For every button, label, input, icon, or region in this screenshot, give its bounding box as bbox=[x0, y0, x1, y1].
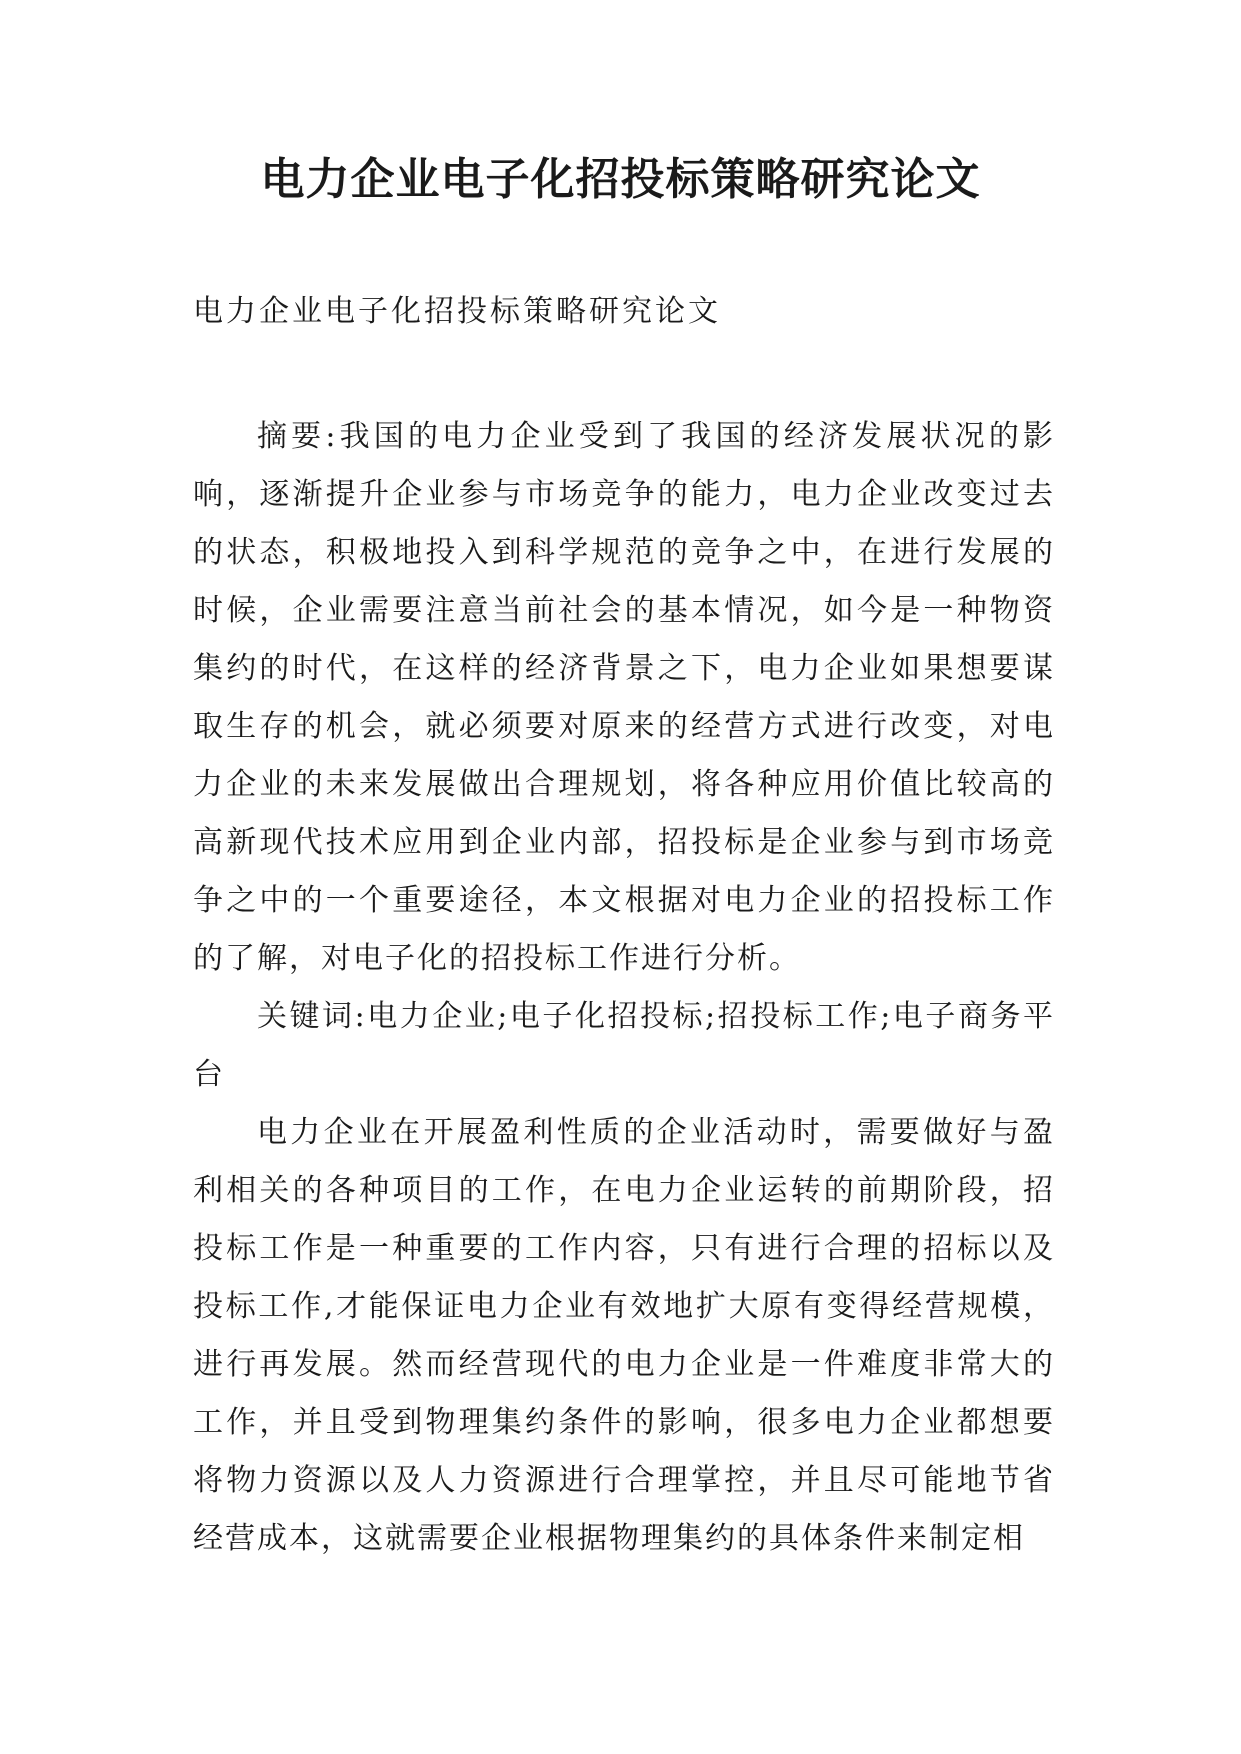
document-title: 电力企业电子化招投标策略研究论文 bbox=[260, 154, 981, 205]
body-paragraph: 电力企业在开展盈利性质的企业活动时，需要做好与盈利相关的各种项目的工作，在电力企业运转的前期阶段，招投标工作是一种重要的工作内容，只有进行合理的招标以及投标工作,才能保证电力企业有效地扩大原有变得经营规模，进行再发展。然而经营现代的电力企业是一件难度非常大的工作，并且受到物理集约条件的影响，很多电力企业都想要将物力资源以及人力资源进行合理掌控，并且尽可能地节省经营成本，这就需要企业根据物理集约的具体条件来制定相 bbox=[193, 1115, 1055, 1556]
keywords-paragraph: 关键词:电力企业;电子化招投标;招投标工作;电子商务平台 bbox=[193, 999, 1055, 1092]
abstract-paragraph: 摘要:我国的电力企业受到了我国的经济发展状况的影响，逐渐提升企业参与市场竞争的能力，电力企业改变过去的状态，积极地投入到科学规范的竞争之中，在进行发展的时候，企业需要注意当前社会的基本情况，如今是一种物资集约的时代，在这样的经济背景之下，电力企业如果想要谋取生存的机会，就必须要对原来的经营方式进行改变，对电力企业的未来发展做出合理规划，将各种应用价值比较高的高新现代技术应用到企业内部，招投标是企业参与到市场竞争之中的一个重要途径，本文根据对电力企业的招投标工作的了解，对电子化的招投标工作进行分析。 bbox=[193, 419, 1055, 976]
document-subtitle: 电力企业电子化招投标策略研究论文 bbox=[193, 294, 721, 329]
document-body bbox=[193, 408, 1055, 1568]
